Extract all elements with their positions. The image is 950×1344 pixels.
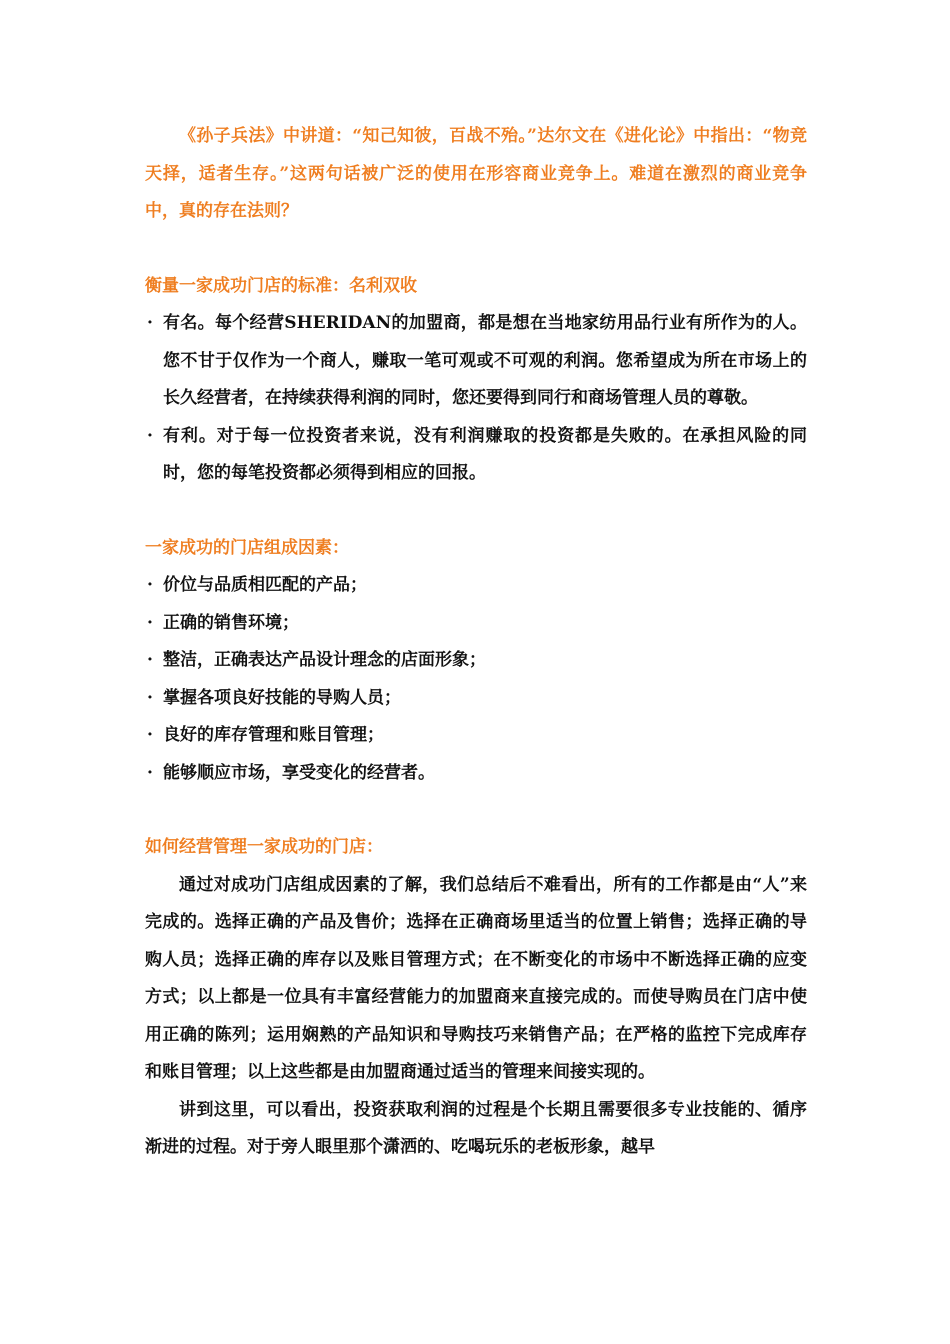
bullet-text: 有利。对于每一位投资者来说，没有利润赚取的投资都是失败的。在承担风险的同时，您的每笔投资都必须得到相应的回报。 xyxy=(163,425,807,483)
section-heading-factors: 一家成功的门店组成因素： xyxy=(145,537,349,558)
bullet-text: 正确的销售环境； xyxy=(163,612,299,633)
bullet-dot: · xyxy=(147,313,153,333)
body-paragraph: 讲到这里，可以看出，投资获取利润的过程是个长期且需要很多专业技能的、循序渐进的过程。对于旁人眼里那个潇洒的、吃喝玩乐的老板形象，越早 xyxy=(145,1099,807,1157)
section-heading-standard: 衡量一家成功门店的标准：名利双收 xyxy=(145,275,417,296)
document-body xyxy=(145,118,807,1167)
bullet-text: 掌握各项良好技能的导购人员； xyxy=(163,687,401,708)
bullet-item xyxy=(145,680,807,718)
bullet-text: 良好的库存管理和账目管理； xyxy=(163,725,384,745)
bullet-dot: · xyxy=(147,575,153,595)
section-heading-management: 如何经营管理一家成功的门店： xyxy=(145,837,383,857)
bullet-item xyxy=(145,567,807,605)
bullet-item xyxy=(145,755,807,793)
bullet-dot: · xyxy=(147,762,153,783)
bullet-item xyxy=(145,642,807,680)
spacer xyxy=(145,792,807,829)
bullet-dot: · xyxy=(147,687,153,708)
spacer xyxy=(145,231,807,268)
bullet-item xyxy=(145,717,807,755)
bullet-text: 能够顺应市场，享受变化的经营者。 xyxy=(163,762,435,783)
bullet-text: 价位与品质相匹配的产品； xyxy=(163,575,367,595)
bullet-dot: · xyxy=(147,425,153,446)
bullet-dot: · xyxy=(147,725,153,745)
bullet-text: 有名。每个经营SHERIDAN的加盟商，都是想在当地家纺用品行业有所作为的人。您不甘于仅作为一个商人，赚取一笔可观或不可观的利润。您希望成为所在市场上的长久经营者，在持续获得利润的同时，您还要得到同行和商场管理人员的尊敬。 xyxy=(163,313,807,408)
bullet-dot: · xyxy=(147,612,153,633)
bullet-item xyxy=(145,418,807,493)
body-paragraph: 通过对成功门店组成因素的了解，我们总结后不难看出，所有的工作都是由“人”来完成的。选择正确的产品及售价；选择在正确商场里适当的位置上销售；选择正确的导购人员；选择正确的库存以及账目管理方式；在不断变化的市场中不断选择正确的应变方式；以上都是一位具有丰富经营能力的加盟商来直接完成的。而使导购员在门店中使用正确的陈列；运用娴熟的产品知识和导购技巧来销售产品；在严格的监控下完成库存和账目管理；以上这些都是由加盟商通过适当的管理来间接实现的。 xyxy=(145,874,807,1082)
bullet-item xyxy=(145,305,807,418)
bullet-item xyxy=(145,605,807,643)
intro-paragraph: 《孙子兵法》中讲道：“知己知彼，百战不殆。”达尔文在《进化论》中指出：“物竞天择，适者生存。”这两句话被广泛的使用在形容商业竞争上。难道在激烈的商业竞争中，真的存在法则？ xyxy=(145,126,807,221)
bullet-dot: · xyxy=(147,650,153,670)
spacer xyxy=(145,493,807,530)
bullet-text: 整洁，正确表达产品设计理念的店面形象； xyxy=(163,650,486,670)
